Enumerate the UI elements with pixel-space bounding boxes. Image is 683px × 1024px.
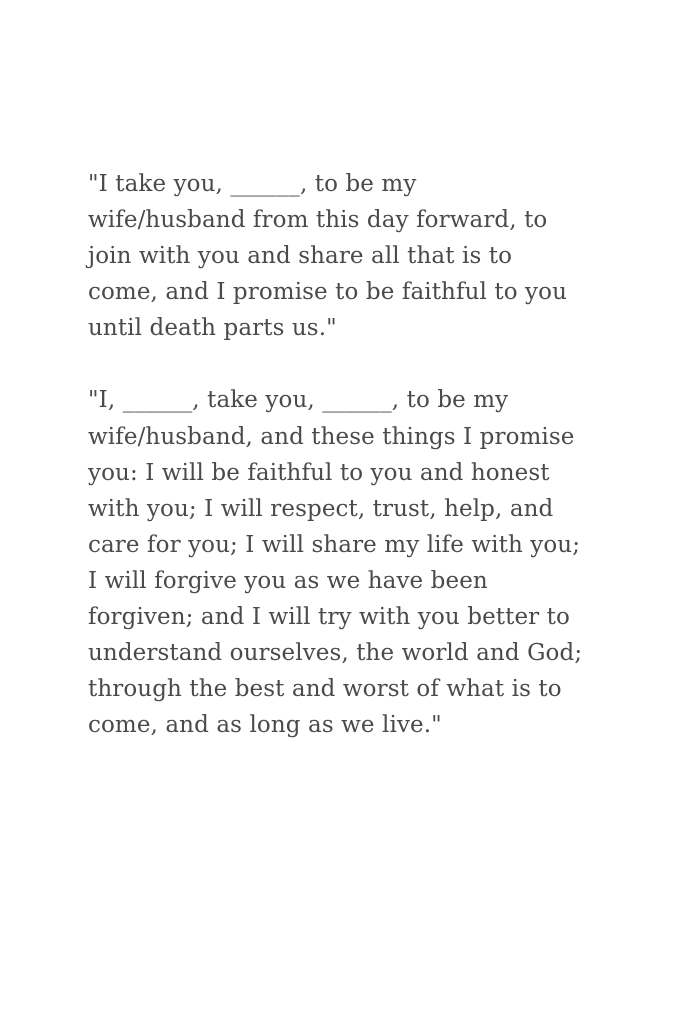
vow-paragraph-2: [88, 382, 618, 743]
vows-text: [88, 166, 618, 743]
vow-line: through the best and worst of what is to: [88, 676, 562, 703]
vow-line: join with you and share all that is to: [88, 243, 513, 270]
vow-line: with you; I will respect, trust, help, and: [88, 495, 554, 522]
vow-line: come, and I promise to be faithful to you: [88, 279, 568, 306]
vow-line: understand ourselves, the world and God;: [88, 640, 583, 667]
vow-line: wife/husband from this day forward, to: [88, 207, 548, 234]
vow-line: I will forgive you as we have been: [88, 567, 488, 594]
vow-line: you: I will be faithful to you and honest: [88, 459, 550, 486]
vow-line: forgiven; and I will try with you better to: [88, 604, 570, 631]
vow-line: "I, ______, take you, ______, to be my: [88, 387, 509, 414]
vow-line: until death parts us.": [88, 315, 337, 342]
vow-line: "I take you, ______, to be my: [88, 171, 417, 197]
vow-line: wife/husband, and these things I promise: [88, 423, 575, 450]
vow-line: come, and as long as we live.": [88, 712, 442, 739]
vow-paragraph-1: [88, 166, 618, 346]
vow-line: care for you; I will share my life with you;: [88, 531, 581, 558]
